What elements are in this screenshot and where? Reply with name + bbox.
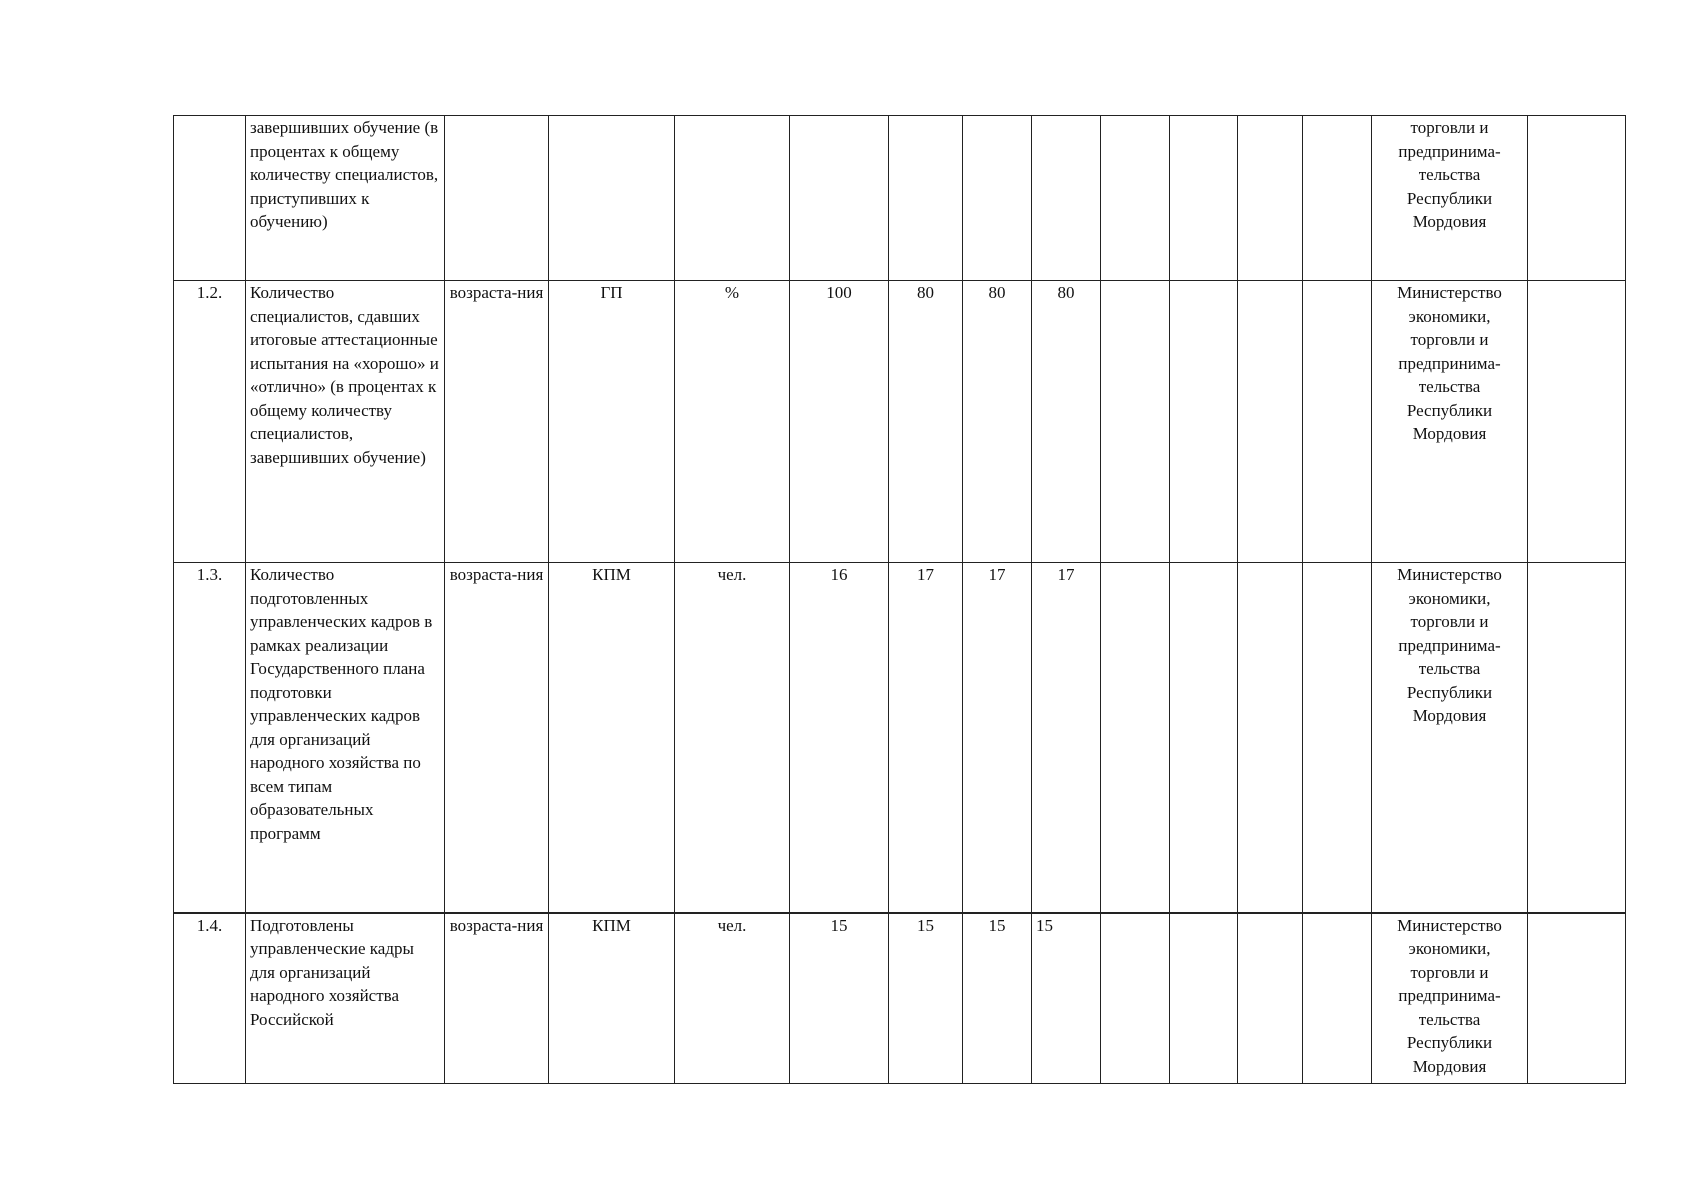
value-cell: 100: [790, 281, 889, 563]
indicator-unit: чел.: [675, 563, 790, 913]
empty-cell: [1238, 913, 1303, 1084]
responsible-body: Министерство экономики, торговли и предпринима-тельства Республики Мордовия: [1372, 281, 1528, 563]
empty-cell: [1528, 913, 1626, 1084]
empty-cell: [1238, 281, 1303, 563]
table-row: [174, 913, 1626, 1084]
empty-cell: [1528, 281, 1626, 563]
indicator-name: Количество подготовленных управленческих кадров в рамках реализации Государственного плана подготовки управленческих кадров для организаций народного хозяйства по всем типам образовательных программ: [246, 563, 445, 913]
value-cell: 17: [1032, 563, 1101, 913]
row-number: 1.3.: [174, 563, 246, 913]
value-cell: 15: [790, 913, 889, 1084]
value-cell: 17: [889, 563, 963, 913]
empty-cell: [1170, 281, 1238, 563]
empty-cell: [1170, 116, 1238, 281]
empty-cell: [1238, 116, 1303, 281]
table-row: [174, 116, 1626, 281]
indicator-name: Количество специалистов, сдавших итоговые аттестационные испытания на «хорошо» и «отлично» (в процентах к общему количеству специалистов, завершивших обучение): [246, 281, 445, 563]
value-cell: 80: [889, 281, 963, 563]
value-cell: 80: [963, 281, 1032, 563]
responsible-body: Министерство экономики, торговли и предпринима-тельства Республики Мордовия: [1372, 913, 1528, 1084]
empty-cell: [1101, 913, 1170, 1084]
value-cell: 17: [963, 563, 1032, 913]
indicators-table: [173, 115, 1626, 1084]
empty-cell: [1303, 563, 1372, 913]
indicator-source: КПМ: [549, 563, 675, 913]
value-cell: [790, 116, 889, 281]
value-cell: [889, 116, 963, 281]
row-number: [174, 116, 246, 281]
value-cell: 16: [790, 563, 889, 913]
responsible-body: торговли и предпринима-тельства Республики Мордовия: [1372, 116, 1528, 281]
table-row: [174, 281, 1626, 563]
empty-cell: [1528, 116, 1626, 281]
row-number: 1.2.: [174, 281, 246, 563]
responsible-body: Министерство экономики, торговли и предпринима-тельства Республики Мордовия: [1372, 563, 1528, 913]
empty-cell: [1528, 563, 1626, 913]
value-cell: 15: [1032, 913, 1101, 1084]
value-cell: 15: [963, 913, 1032, 1084]
empty-cell: [1101, 563, 1170, 913]
value-cell: 15: [889, 913, 963, 1084]
indicator-unit: %: [675, 281, 790, 563]
value-cell: 80: [1032, 281, 1101, 563]
indicator-source: КПМ: [549, 913, 675, 1084]
indicator-direction: возраста-ния: [445, 563, 549, 913]
indicator-source: ГП: [549, 281, 675, 563]
table-row: [174, 563, 1626, 913]
empty-cell: [1303, 116, 1372, 281]
indicator-unit: чел.: [675, 913, 790, 1084]
row-number: 1.4.: [174, 913, 246, 1084]
indicator-direction: [445, 116, 549, 281]
indicator-name: Подготовлены управленческие кадры для организаций народного хозяйства Российской: [246, 913, 445, 1084]
indicator-direction: возраста-ния: [445, 913, 549, 1084]
empty-cell: [1238, 563, 1303, 913]
empty-cell: [1303, 281, 1372, 563]
value-cell: [963, 116, 1032, 281]
indicator-unit: [675, 116, 790, 281]
indicator-source: [549, 116, 675, 281]
indicator-name: завершивших обучение (в процентах к общему количеству специалистов, приступивших к обучению): [246, 116, 445, 281]
empty-cell: [1303, 913, 1372, 1084]
empty-cell: [1101, 281, 1170, 563]
empty-cell: [1170, 563, 1238, 913]
empty-cell: [1170, 913, 1238, 1084]
empty-cell: [1101, 116, 1170, 281]
value-cell: [1032, 116, 1101, 281]
indicator-direction: возраста-ния: [445, 281, 549, 563]
